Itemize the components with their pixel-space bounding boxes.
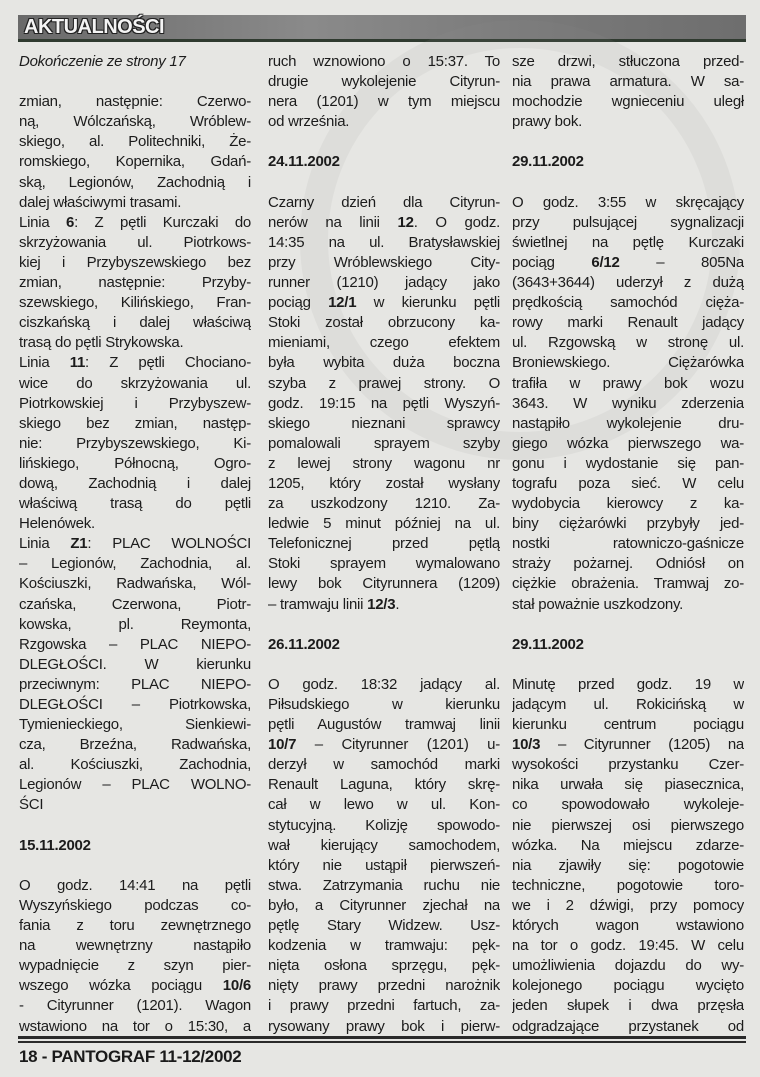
text-line: 1205, który został wysłany [268, 474, 500, 492]
section-title: AKTUALNOŚCI [24, 16, 165, 38]
text-line: al. Kościuszki, Zachodnia, [19, 756, 251, 774]
text-line: których wagon wstawiono [512, 917, 744, 935]
text-line: ul. Rzgowską w stronę ul. [512, 334, 744, 352]
text-line: cał w lewo w ul. Kon- [268, 796, 500, 814]
text-line: cza, Brzeźna, Radwańska, [19, 736, 251, 754]
blank-line [512, 173, 744, 193]
text-line: jeden słupek i dwa przęsła [512, 997, 744, 1015]
text-line: co spowodowało wykoleje- [512, 796, 744, 814]
text-line: Wyszyńskiego podczas co- [19, 896, 251, 914]
text-line: rysowany prawy bok i pierw- [268, 1017, 500, 1035]
blank-line [512, 655, 744, 675]
text-line: przeciwnym: PLAC NIEPO- [19, 675, 251, 693]
text-line: Renault Laguna, który skrę- [268, 776, 500, 794]
text-line: 14:35 na ul. Bratysławskiej [268, 233, 500, 251]
text-line: ciszkańską i dalej właściwą [19, 314, 251, 332]
text-line: skiego bez zmian, następ- [19, 414, 251, 432]
text-line: lińskiego, Północną, Ogro- [19, 454, 251, 472]
text-line: Linia 11: Z pętli Chociano- [19, 354, 251, 372]
entry-date: 15.11.2002 [19, 836, 91, 854]
text-line: stwa. Zatrzymania ruchu nie [268, 876, 500, 894]
text-line: fania z toru zewnętrznego [19, 917, 251, 935]
text-line: techniczne, pogotowie toro- [512, 876, 744, 894]
text-line: ską, Legionów, Zachodnią i [19, 173, 251, 191]
blank-line [19, 856, 251, 876]
text-line: szyba z prawej strony. O [268, 374, 500, 392]
text-line: mieniami, czego efektem [268, 334, 500, 352]
text-line: czańska, Czerwona, Piotr- [19, 595, 251, 613]
continuation-note: Dokończenie ze strony 17 [19, 53, 186, 70]
text-line: Linia Z1: PLAC WOLNOŚCI [19, 535, 251, 553]
text-line: Legionów – PLAC WOLNO- [19, 776, 251, 794]
text-line: romskiego, Kopernika, Gdań- [19, 153, 251, 171]
text-line: wypadnięcie z szyn pier- [19, 957, 251, 975]
text-line: od września. [268, 113, 350, 131]
text-line: tografu poza sieć. W celu [512, 474, 744, 492]
text-line: DLEGŁOŚCI. W kierunku [19, 655, 251, 673]
blank-line [268, 655, 500, 675]
text-line: ną, Wólczańską, Wróblew- [19, 113, 251, 131]
text-line: runner (1210) jadący jako [268, 274, 500, 292]
text-line: stytucyjną. Kolizję spowodo- [268, 816, 500, 834]
text-line: skrzyżowania ul. Piotrkows- [19, 233, 251, 251]
text-line: kodzenia w tramwaju: pęk- [268, 937, 500, 955]
text-line: nie: Przybyszewskiego, Ki- [19, 434, 251, 452]
text-line: nostki ratowniczo-gaśnicze [512, 535, 744, 553]
text-line: Stoki sprayem wymalowano [268, 555, 500, 573]
article-column-3 [512, 52, 744, 1037]
text-line: lewy bok Cityrunnera (1209) [268, 575, 500, 593]
text-line: Piłsudskiego w kierunku [268, 696, 500, 713]
text-line: nięty prawy przedni narożnik [268, 977, 500, 995]
text-line: we i 2 dźwigi, przy pomocy [512, 896, 744, 914]
text-line: właściwą trasą do pętli [19, 495, 251, 513]
blank-line [19, 72, 251, 92]
text-line: kiej i Przybyszewskiego bez [19, 253, 251, 271]
text-line: rowy marki Renault jadący [512, 314, 744, 332]
text-line: godz. 19:15 na pętli Wyszyń- [268, 394, 500, 412]
text-line: Czarny dzień dla Cityrun- [268, 193, 500, 211]
text-line: kolejonego pociągu wycięto [512, 977, 744, 995]
blank-line [512, 615, 744, 635]
footer-rule [18, 1036, 746, 1039]
text-line: – tramwaju linii 12/3. [268, 595, 400, 613]
text-line: wszego wózka pociągu 10/6 [19, 977, 251, 995]
text-line: Stoki został obrzucony ka- [268, 314, 500, 332]
entry-date: 24.11.2002 [268, 153, 340, 171]
text-line: Piotrkowskiej i Przybyszew- [19, 394, 251, 412]
footer-rule [18, 1041, 746, 1043]
text-line: mochodzie wgnieceniu uległ [512, 93, 744, 111]
entry-date: 29.11.2002 [512, 153, 584, 171]
blank-line [19, 816, 251, 836]
text-line: sze drzwi, stłuczona przed- [512, 53, 744, 70]
text-line: szewskiego, Kilińskiego, Fran- [19, 294, 251, 312]
text-line: pętlę Stary Widzew. Usz- [268, 917, 500, 935]
text-line: biny ciężarówki przybyły jed- [512, 515, 744, 533]
text-line: trafiła w prawy bok wozu [512, 374, 744, 392]
text-line: Broniewskiego. Ciężarówka [512, 354, 744, 372]
text-line: - Cityrunner (1201). Wagon [19, 997, 251, 1015]
text-line: O godz. 3:55 w skręcający [512, 193, 744, 211]
text-line: pociąg 12/1 w kierunku pętli [268, 294, 500, 312]
line-number: 10/7 [268, 736, 297, 754]
text-line: który nie ustąpił pierwszeń- [268, 856, 500, 874]
text-line: prawy bok. [512, 113, 583, 131]
text-line: ciężkie obrażenia. Tramwaj zo- [512, 575, 744, 593]
text-line: trasą do pętli Strykowska. [19, 334, 184, 352]
text-line: pociąg 6/12 – 805Na [512, 253, 744, 271]
text-line: z lewej strony wagonu nr [268, 454, 500, 472]
text-line: nie pierwszej osi pierwszego [512, 816, 744, 834]
text-line: za uszkodzony 1210. Za- [268, 495, 500, 513]
page-footer: 18 - PANTOGRAF 11-12/2002 [19, 1047, 242, 1066]
blank-line [268, 132, 500, 152]
text-line: była wybita duża boczna [268, 354, 500, 372]
text-line: jadącym ul. Rokicińską w [512, 696, 744, 713]
text-line: zmian, następnie: Czerwo- [19, 93, 251, 111]
line-number: 6/12 [591, 253, 620, 271]
text-line: gonu i wydostanie się pan- [512, 454, 744, 472]
line-number: 11 [69, 354, 86, 372]
text-line: było, a Cityrunner zjechał na [268, 896, 500, 914]
text-line: Minutę przed godz. 19 w [512, 675, 744, 693]
text-line: (3643+3644) uderzył z dużą [512, 274, 744, 292]
line-number: 12/1 [328, 294, 357, 312]
blank-line [512, 132, 744, 152]
text-line: O godz. 14:41 na pętli [19, 876, 251, 894]
text-line: ledwie 5 minut później na ul. [268, 515, 500, 533]
text-line: wał kierujący samochodem, [268, 836, 500, 854]
line-number: 12/3 [367, 595, 396, 613]
text-line: DLEGŁOŚCI – Piotrkowska, [19, 696, 251, 713]
text-line: Telefonicznej przed pętlą [268, 535, 500, 553]
text-line: 10/3 – Cityrunner (1205) na [512, 736, 744, 754]
text-line: świetlnej na pętlę Kurczaki [512, 233, 744, 251]
text-line: na wewnętrzny nastąpiło [19, 937, 251, 955]
entry-date: 26.11.2002 [268, 635, 340, 653]
text-line: Linia 6: Z pętli Kurczaki do [19, 213, 251, 231]
text-line: wysokości przystanku Czer- [512, 756, 744, 774]
text-line: wstawiono na tor o 15:30, a [19, 1017, 251, 1035]
text-line: dową, Zachodnią i dalej [19, 474, 251, 492]
text-line: drugie wykolejenie Cityrun- [268, 73, 500, 91]
text-line: Kościuszki, Radwańska, Wól- [19, 575, 251, 593]
text-line: nera (1201) w tym miejscu [268, 93, 500, 111]
text-line: odgradzające przystanek od [512, 1017, 744, 1035]
text-line: skiego nieznani sprawcy [268, 414, 500, 432]
text-line: kowska, pl. Reymonta, [19, 615, 251, 633]
text-line: dalej właściwymi trasami. [19, 193, 182, 211]
text-line: przy Wróblewskiego City- [268, 253, 500, 271]
text-line: pomalowali sprayem szyby [268, 434, 500, 452]
line-number: Z1 [70, 535, 88, 553]
text-line: 3643. W wyniku zderzenia [512, 394, 744, 412]
blank-line [268, 615, 500, 635]
text-line: ŚCI [19, 796, 44, 814]
text-line: i prawy przedni fartuch, za- [268, 997, 500, 1015]
text-line: nia zjawiły się: pogotowie [512, 856, 744, 874]
text-line: wice do skrzyżowania ul. [19, 374, 251, 392]
text-line: zmian, następnie: Przyby- [19, 274, 251, 292]
line-number: 10/3 [512, 736, 541, 754]
text-line: nięta osłona sprzęgu, pęk- [268, 957, 500, 975]
article-column-2 [268, 52, 500, 1037]
line-number: 12 [397, 213, 414, 231]
text-line: nerów na linii 12. O godz. [268, 213, 500, 231]
text-line: prędkością samochód cięża- [512, 294, 744, 312]
text-line: 10/7 – Cityrunner (1201) u- [268, 736, 500, 754]
text-line: skiego, al. Politechniki, Że- [19, 133, 251, 151]
line-number: 6 [65, 213, 75, 231]
text-line: wózka. Na miejscu zdarze- [512, 836, 744, 854]
text-line: giego wózka pierwszego wa- [512, 434, 744, 452]
text-line: Tymienieckiego, Sienkiewi- [19, 716, 251, 734]
text-line: straży pożarnej. Odniósł on [512, 555, 744, 573]
text-line: na tor o godz. 19:45. W celu [512, 937, 744, 955]
line-number: 10/6 [222, 977, 251, 995]
text-line: pętli Augustów tramwaj linii [268, 716, 500, 734]
text-line: – Legionów, Zachodnia, al. [19, 555, 251, 573]
text-line: ruch wznowiono o 15:37. To [268, 53, 500, 70]
text-line: stał poważnie uszkodzony. [512, 595, 684, 613]
text-line: derzył w samochód marki [268, 756, 500, 774]
entry-date: 29.11.2002 [512, 635, 584, 653]
text-line: kierunku centrum pociągu [512, 716, 744, 734]
text-line: O godz. 18:32 jadący al. [268, 675, 500, 693]
text-line: nia prawa armatura. W sa- [512, 73, 744, 91]
text-line: Rzgowska – PLAC NIEPO- [19, 635, 251, 653]
text-line: przy pulsującej sygnalizacji [512, 213, 744, 231]
text-line: nastąpiło wykolejenie dru- [512, 414, 744, 432]
section-header-bar [18, 15, 746, 42]
text-line: nika urwała się piasecznica, [512, 776, 744, 794]
text-line: Helenówek. [19, 515, 95, 533]
blank-line [268, 173, 500, 193]
text-line: umożliwienia dojazdu do wy- [512, 957, 744, 975]
article-column-1 [19, 52, 251, 1037]
text-line: wydobycia kierowcy z ka- [512, 495, 744, 513]
